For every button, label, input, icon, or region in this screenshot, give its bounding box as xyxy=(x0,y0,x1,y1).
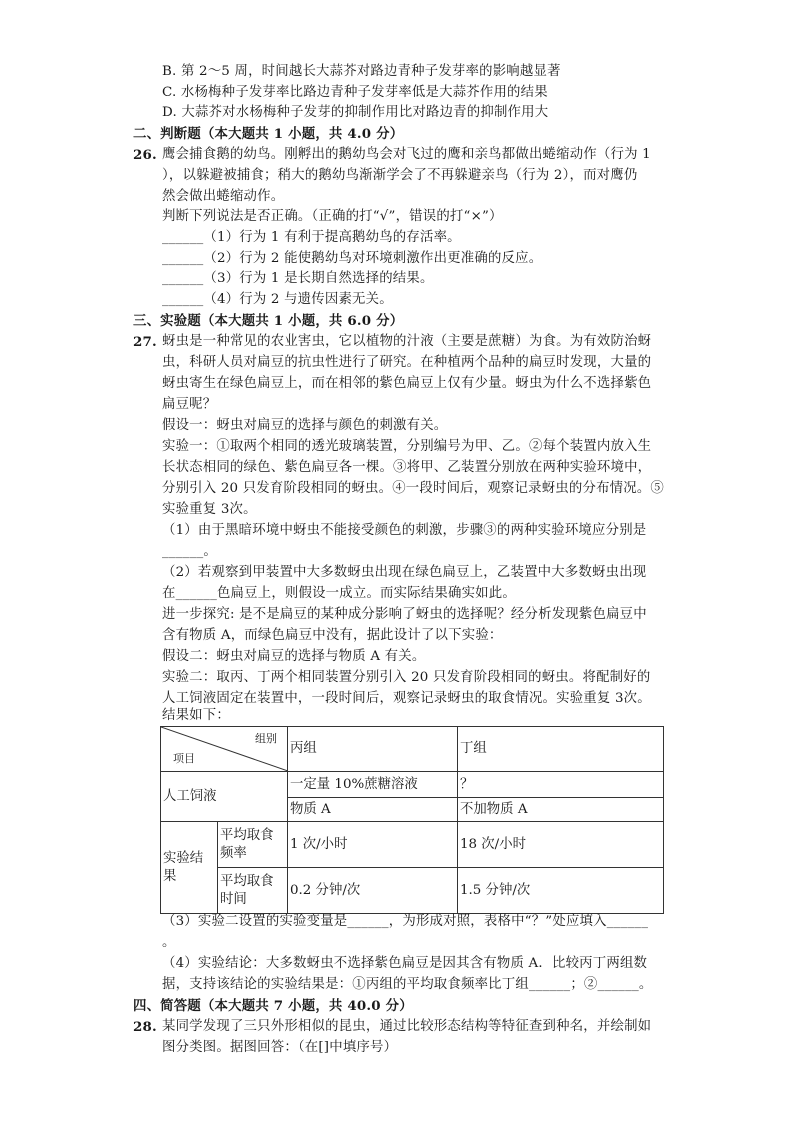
q27-line: 蚜虫寄生在绿色扁豆上，而在相邻的紫色扁豆上仅有少量。蚜虫为什么不选择紫色 xyxy=(162,376,652,391)
q26-instruction: 判断下列说法是否正确。（正确的打“√”，错误的打“×”） xyxy=(162,209,503,224)
q27-line: 扁豆呢？ xyxy=(162,397,217,412)
column-header-bing: 丙组 xyxy=(288,727,458,772)
q27-line: 据，支持该结论的实验结果是：①丙组的平均取食频率比丁组______；②______。 xyxy=(162,977,653,992)
row-header-result: 实验结果 xyxy=(161,822,218,914)
q26-stem-line-3: 然会做出蜷缩动作。 xyxy=(162,189,285,204)
q26-item-4: ______（4）行为 2 与遗传因素无关。 xyxy=(162,292,393,307)
q25-option-c: C. 水杨梅种子发芽率比路边青种子发芽率低是大蒜芥作用的结果 xyxy=(162,85,548,100)
q27-subquestion-3: （3）实验二设置的实验变量是______，为形成对照，表格中“？”处应填入______ xyxy=(162,914,649,929)
table-cell: 一定量 10%蔗糖溶液 xyxy=(288,772,458,798)
corner-label-group: 组别 xyxy=(255,732,277,745)
question-number-27: 27. xyxy=(133,334,157,350)
q28-line: 图分类图。据图回答：（在[]中填序号） xyxy=(162,1040,398,1055)
q27-line: 含有物质 A，而绿色扁豆中没有，据此设计了以下实验： xyxy=(162,628,503,643)
table-cell: 1.5 分钟/次 xyxy=(458,868,664,914)
question-number-28: 28. xyxy=(133,1019,157,1035)
q27-line: 。 xyxy=(162,935,176,950)
results-table xyxy=(160,726,664,914)
q27-subquestion-4: （4）实验结论：大多数蚜虫不选择紫色扁豆是因其含有物质 A．比较丙丁两组数 xyxy=(162,956,648,971)
subrow-header-rate: 平均取食频率 xyxy=(218,822,288,868)
question-number-26: 26. xyxy=(133,147,157,163)
section-heading-short-answer: 四、简答题（本大题共 7 小题，共 40.0 分） xyxy=(133,998,413,1014)
q25-option-b: B. 第 2～5 周，时间越长大蒜芥对路边青种子发芽率的影响越显著 xyxy=(162,64,561,79)
row-header-feed: 人工饲液 xyxy=(161,772,288,822)
q26-item-2: ______（2）行为 2 能使鹅幼鸟对环境刺激作出更准确的反应。 xyxy=(162,251,543,266)
q27-experiment-2: 实验二：取丙、丁两个相同装置分别引入 20 只发育阶段相同的蚜虫。将配制好的 xyxy=(162,670,651,685)
q27-further-inquiry: 进一步探究: 是不是扁豆的某种成分影响了蚜虫的选择呢？经分析发现紫色扁豆中 xyxy=(162,607,647,622)
q26-item-1: ______（1）行为 1 有利于提高鹅幼鸟的存活率。 xyxy=(162,230,461,245)
q28-line: 某同学发现了三只外形相似的昆虫，通过比较形态结构等特征查到种名，并绘制如 xyxy=(162,1019,652,1034)
q27-line: 在______色扁豆上，则假设一成立。而实际结果确实如此。 xyxy=(162,586,516,601)
table-cell: 不加物质 A xyxy=(458,798,664,822)
q27-line: 分别引入 20 只发育阶段相同的蚜虫。④一段时间后，观察记录蚜虫的分布情况。⑤ xyxy=(162,481,665,496)
table-corner-cell xyxy=(161,727,288,772)
q27-line: 实验重复 3次。 xyxy=(162,502,257,517)
section-heading-judgement: 二、判断题（本大题共 1 小题，共 4.0 分） xyxy=(133,126,404,142)
table-cell: ？ xyxy=(458,772,664,798)
q26-stem-line-1: 鹰会捕食鹅的幼鸟。刚孵出的鹅幼鸟会对飞过的鹰和亲鸟都做出蜷缩动作（行为 1 xyxy=(162,147,651,162)
q27-subquestion-1: （1）由于黑暗环境中蚜虫不能接受颜色的刺激，步骤③的两种实验环境应分别是 xyxy=(162,523,647,538)
q26-stem-line-2: ），以躲避被捕食；稍大的鹅幼鸟渐渐学会了不再躲避亲鸟（行为 2），而对鹰仍 xyxy=(162,168,638,183)
section-heading-experiment: 三、实验题（本大题共 1 小题，共 6.0 分） xyxy=(133,313,404,329)
q27-line: ______。 xyxy=(162,544,217,559)
subrow-header-time: 平均取食时间 xyxy=(218,868,288,914)
q27-results-intro: 结果如下： xyxy=(162,708,230,723)
table-cell: 0.2 分钟/次 xyxy=(288,868,458,914)
q27-experiment-1: 实验一：①取两个相同的透光玻璃装置，分别编号为甲、乙。②每个装置内放入生 xyxy=(162,439,652,454)
q27-line: 蚜虫是一种常见的农业害虫，它以植物的汁液（主要是蔗糖）为食。为有效防治蚜 xyxy=(162,334,652,349)
table-cell: 物质 A xyxy=(288,798,458,822)
q27-hypothesis-2: 假设二：蚜虫对扁豆的选择与物质 A 有关。 xyxy=(162,649,426,664)
table-cell: 18 次/小时 xyxy=(458,822,664,868)
q25-option-d: D. 大蒜芥对水杨梅种子发芽的抑制作用比对路边青的抑制作用大 xyxy=(162,105,549,120)
q26-item-3: ______（3）行为 1 是长期自然选择的结果。 xyxy=(162,271,434,286)
q27-line: 虫，科研人员对扁豆的抗虫性进行了研究。在种植两个品种的扁豆时发现，大量的 xyxy=(162,355,652,370)
q27-line: 人工饲液固定在装置中，一段时间后，观察记录蚜虫的取食情况。实验重复 3次。 xyxy=(162,691,651,706)
q27-subquestion-2: （2）若观察到甲装置中大多数蚜虫出现在绿色扁豆上，乙装置中大多数蚜虫出现 xyxy=(162,565,647,580)
table-cell: 1 次/小时 xyxy=(288,822,458,868)
q27-hypothesis-1: 假设一：蚜虫对扁豆的选择与颜色的刺激有关。 xyxy=(162,418,448,433)
column-header-ding: 丁组 xyxy=(458,727,664,772)
q27-line: 长状态相同的绿色、紫色扁豆各一棵。③将甲、乙装置分别放在两种实验环境中， xyxy=(162,460,652,475)
corner-label-item: 项目 xyxy=(173,752,195,765)
